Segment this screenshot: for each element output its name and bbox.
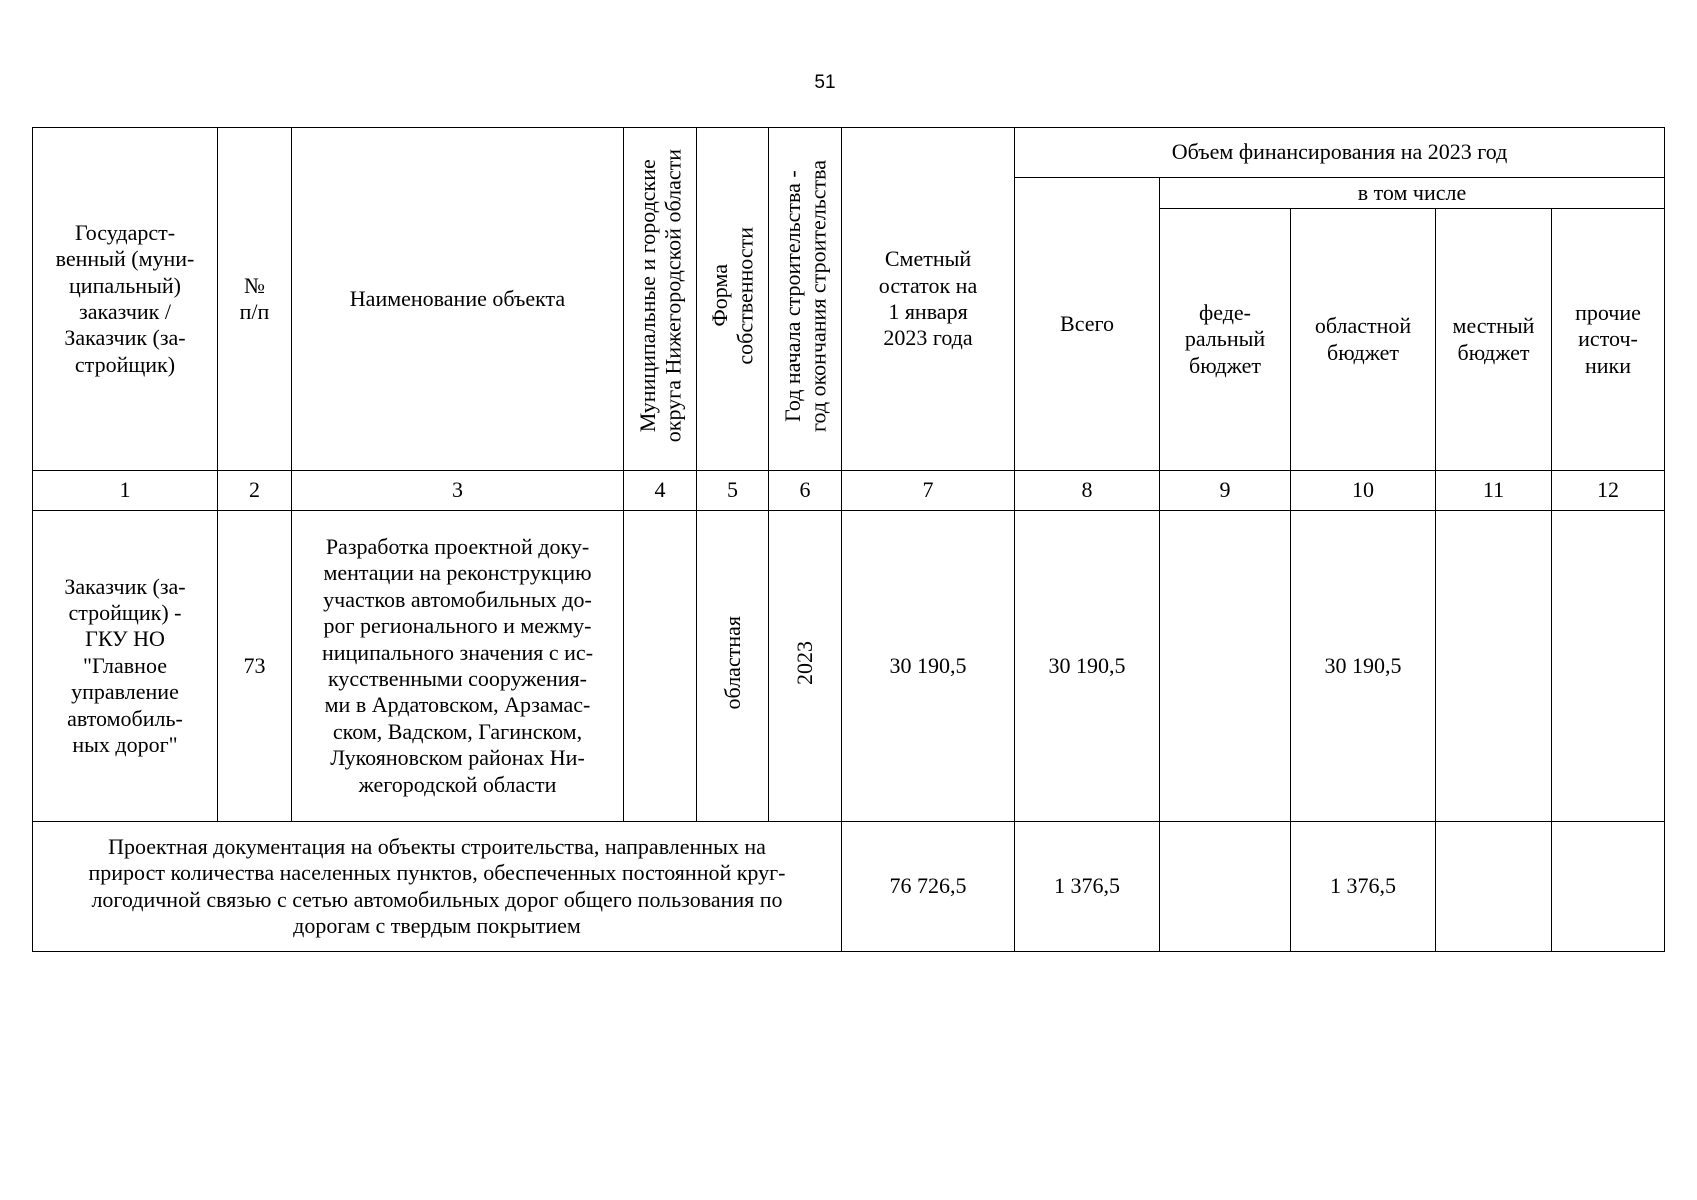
column-number: 6 — [769, 471, 842, 511]
row-local — [1436, 511, 1552, 822]
row-object-name: Разработка проектной доку- ментации на реконструкцию участков автомобильных до- рог регионального и межму- ниципального значения с ис- кусственными сооружения- ми в Ардатовском, Арзамас- ском, Вадском, Гагинском, Лукояновском районах Ни- жегородской области — [292, 511, 624, 822]
column-number: 7 — [842, 471, 1015, 511]
column-number-row — [33, 471, 1665, 511]
header-including: в том числе — [1160, 178, 1665, 209]
column-number: 3 — [292, 471, 624, 511]
row-years-text: 2023 — [792, 640, 818, 685]
header-regional: областной бюджет — [1291, 209, 1436, 471]
header-years — [769, 128, 842, 471]
column-number: 5 — [697, 471, 769, 511]
summary-local — [1436, 822, 1552, 952]
row-ownership-text: областная — [719, 616, 745, 710]
column-number: 12 — [1552, 471, 1665, 511]
header-object-name: Наименование объекта — [292, 128, 624, 471]
summary-other — [1552, 822, 1665, 952]
header-municipality — [624, 128, 697, 471]
summary-estimate-balance: 76 726,5 — [842, 822, 1015, 952]
column-number: 1 — [33, 471, 218, 511]
row-number: 73 — [218, 511, 292, 822]
column-number: 8 — [1015, 471, 1160, 511]
column-number: 4 — [624, 471, 697, 511]
summary-total: 1 376,5 — [1015, 822, 1160, 952]
header-ownership — [697, 128, 769, 471]
header-total: Всего — [1015, 178, 1160, 471]
row-ownership — [697, 511, 769, 822]
header-estimate-balance: Сметный остаток на 1 января 2023 года — [842, 128, 1015, 471]
header-local: местный бюджет — [1436, 209, 1552, 471]
header-federal: феде- ральный бюджет — [1160, 209, 1291, 471]
summary-federal — [1160, 822, 1291, 952]
summary-regional: 1 376,5 — [1291, 822, 1436, 952]
header-financing-title: Объем финансирования на 2023 год — [1015, 128, 1665, 178]
row-estimate-balance: 30 190,5 — [842, 511, 1015, 822]
column-number: 10 — [1291, 471, 1436, 511]
row-customer: Заказчик (за- стройщик) - ГКУ НО "Главное управление автомобиль- ных дорог" — [33, 511, 218, 822]
row-total: 30 190,5 — [1015, 511, 1160, 822]
row-other — [1552, 511, 1665, 822]
header-customer: Государст- венный (муни- ципальный) заказчик / Заказчик (за- стройщик) — [33, 128, 218, 471]
row-federal — [1160, 511, 1291, 822]
column-number: 9 — [1160, 471, 1291, 511]
financing-table — [32, 127, 1665, 952]
header-ownership-text: Форма собственности — [707, 227, 758, 365]
row-municipality — [624, 511, 697, 822]
table-row — [33, 511, 1665, 822]
row-years — [769, 511, 842, 822]
column-number: 2 — [218, 471, 292, 511]
header-other: прочие источ- ники — [1552, 209, 1665, 471]
row-regional: 30 190,5 — [1291, 511, 1436, 822]
header-years-text: Год начала строительства - год окончания строительства — [779, 159, 830, 432]
column-number: 11 — [1436, 471, 1552, 511]
header-municipality-text: Муниципальные и городские округа Нижегородской области — [634, 149, 685, 443]
summary-row — [33, 822, 1665, 952]
summary-label: Проектная документация на объекты строительства, направленных на прирост количества населенных пунктов, обеспеченных постоянной круг- логодичной связью с сетью автомобильных дорог общего пользования по дорогам с твердым покрытием — [33, 822, 842, 952]
header-number: № п/п — [218, 128, 292, 471]
page-number: 51 — [814, 72, 836, 93]
